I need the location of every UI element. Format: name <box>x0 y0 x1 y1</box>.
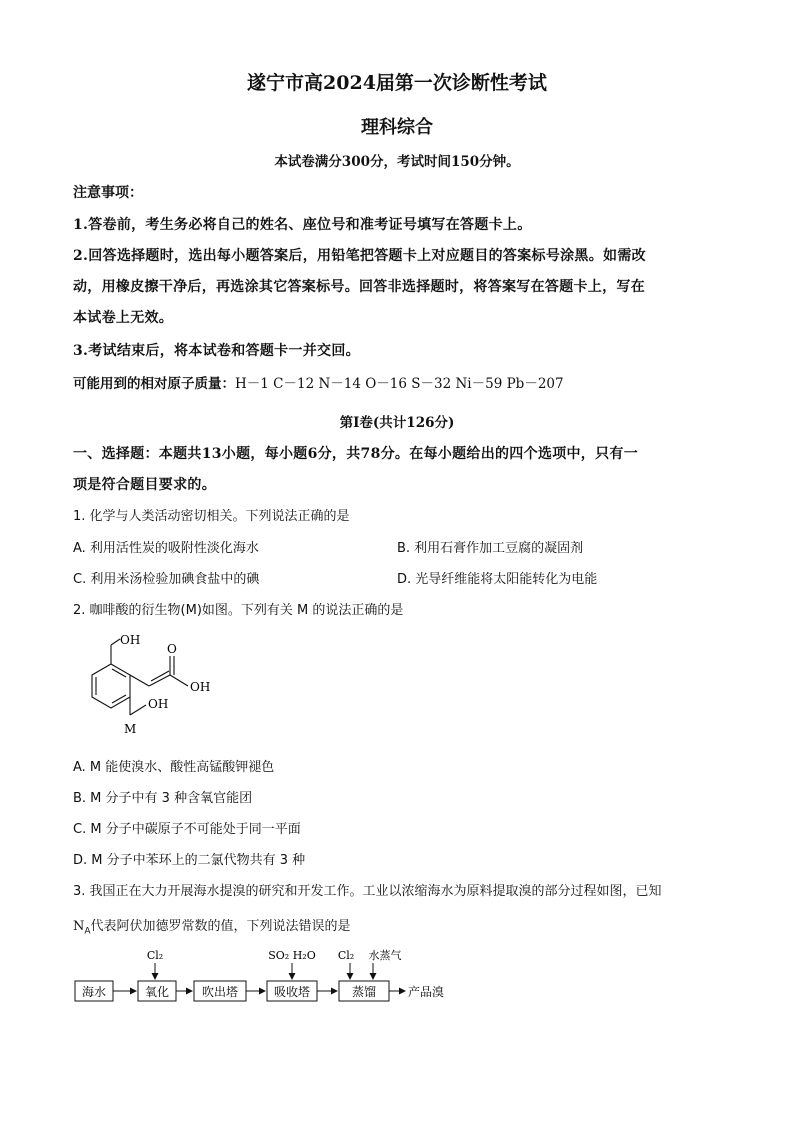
question-3-stem-line-2 <box>73 915 351 937</box>
exam-description: 本试卷满分300分，考试时间150分钟。 <box>274 154 520 170</box>
label-oh-top: OH <box>120 633 141 647</box>
reagent-cl2: Cl₂ <box>146 949 164 962</box>
part-instruction-line-2: 项是符合题目要求的。 <box>73 477 216 493</box>
question-1-option-d[interactable]: D. 光导纤维能将太阳能转化为电能 <box>397 572 598 587</box>
flow-label-absorption-tower: 吸收塔 <box>273 985 311 999</box>
notice-item-2-line-2: 动，用橡皮擦干净后，再选涂其它答案标号。回答非选择题时，将答案写在答题卡上，写在 <box>73 279 645 295</box>
question-2-stem: 2. 咖啡酸的衍生物(M)如图。下列有关 M 的说法正确的是 <box>73 603 404 618</box>
notice-item-2-line-3: 本试卷上无效。 <box>73 310 174 326</box>
flow-label-seawater: 海水 <box>81 985 107 999</box>
na-subscript: A <box>84 926 91 937</box>
notice-item-1: 1.答卷前，考生务必将自己的姓名、座位号和准考证号填写在答题卡上。 <box>73 217 532 233</box>
label-o: O <box>167 642 177 656</box>
section-title: 第Ⅰ卷(共计126分) <box>339 415 455 431</box>
reagent-steam: 水蒸气 <box>368 949 402 962</box>
question-2-option-c[interactable]: C. M 分子中碳原子不可能处于同一平面 <box>73 822 301 837</box>
flow-label-distillation: 蒸馏 <box>351 985 377 999</box>
bromine-flow-diagram <box>70 945 470 1010</box>
flow-label-oxidation: 氧化 <box>144 985 170 999</box>
label-m: M <box>124 722 137 736</box>
question-1-option-a[interactable]: A. 利用活性炭的吸附性淡化海水 <box>73 541 259 556</box>
question-2-option-a[interactable]: A. M 能使溴水、酸性高锰酸钾褪色 <box>73 760 275 775</box>
na-symbol: N <box>73 919 85 934</box>
exam-title: 遂宁市高2024届第一次诊断性考试 <box>247 72 547 94</box>
question-2-option-d[interactable]: D. M 分子中苯环上的二氯代物共有 3 种 <box>73 853 306 868</box>
question-2-option-b[interactable]: B. M 分子中有 3 种含氧官能团 <box>73 791 253 806</box>
molecule-structure-m <box>60 625 240 745</box>
label-oh-bottom: OH <box>148 697 169 711</box>
notice-heading: 注意事项： <box>73 185 143 201</box>
reagent-cl2-second: Cl₂ <box>337 949 355 962</box>
notice-item-2-line-1: 2.回答选择题时，选出每小题答案后，用铅笔把答题卡上对应题目的答案标号涂黑。如需改 <box>73 248 646 264</box>
part-instruction-line-1: 一、选择题：本题共13小题，每小题6分，共78分。在每小题给出的四个选项中，只有一 <box>73 446 639 462</box>
label-oh-acid: OH <box>190 680 211 694</box>
question-3-stem-line-1: 3. 我国正在大力开展海水提溴的研究和开发工作。工业以浓缩海水为原料提取溴的部分过程如图，已知 <box>73 884 662 899</box>
question-1-option-b[interactable]: B. 利用石膏作加工豆腐的凝固剂 <box>397 541 584 556</box>
reagent-so2-h2o: SO₂ H₂O <box>268 949 316 962</box>
question-1-option-c[interactable]: C. 利用米汤检验加碘食盐中的碘 <box>73 572 260 587</box>
atomic-masses-label: 可能用到的相对原子质量： <box>73 376 235 392</box>
atomic-masses <box>73 372 564 392</box>
question-3-stem-text: 代表阿伏加德罗常数的值，下列说法错误的是 <box>90 919 351 934</box>
exam-subject: 理科综合 <box>361 117 433 138</box>
flow-label-blowout-tower: 吹出塔 <box>201 985 239 999</box>
flow-product: 产品溴 <box>408 985 445 999</box>
question-1-stem: 1. 化学与人类活动密切相关。下列说法正确的是 <box>73 509 350 524</box>
notice-item-3: 3.考试结束后，将本试卷和答题卡一并交回。 <box>73 343 360 359</box>
atomic-masses-values: H－1 C－12 N－14 O－16 S－32 Ni－59 Pb－207 <box>235 376 564 392</box>
